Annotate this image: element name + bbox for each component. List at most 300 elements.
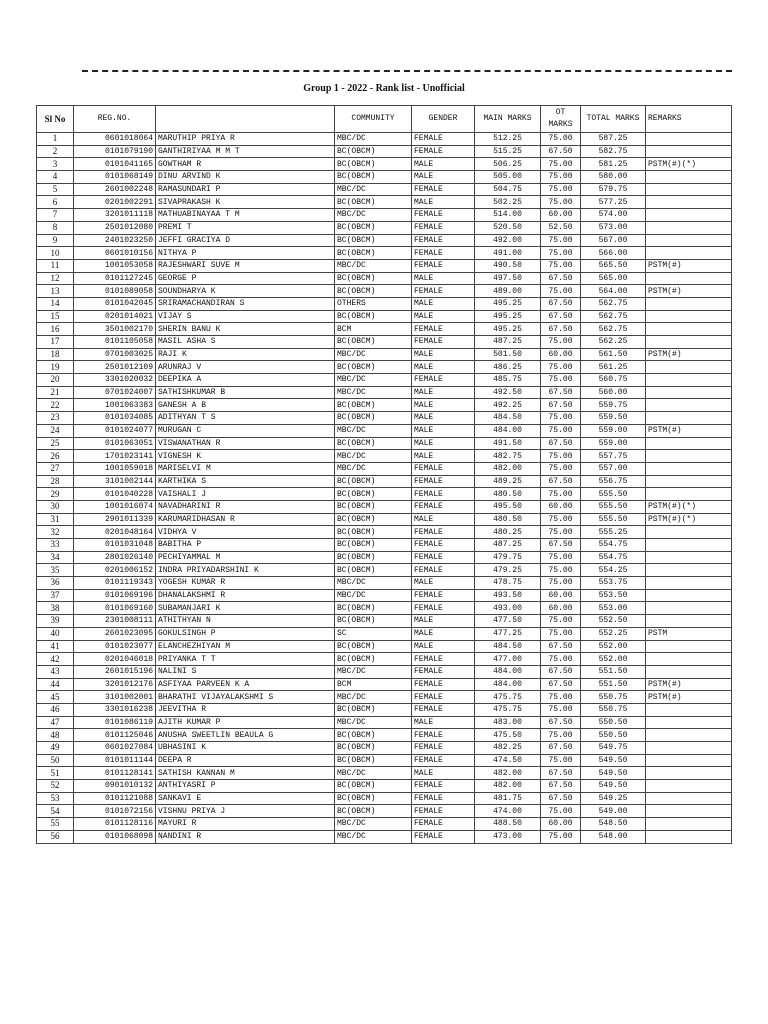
table-row — [37, 209, 732, 222]
cell-main-marks: 484.50 — [475, 640, 541, 653]
cell-sl-no: 42 — [37, 653, 74, 666]
cell-name: GANESH A B — [156, 399, 335, 412]
cell-name: ANTHIYASRI P — [156, 780, 335, 793]
cell-name: SATHISH KANNAN M — [156, 767, 335, 780]
cell-main-marks: 506.25 — [475, 158, 541, 171]
cell-sl-no: 23 — [37, 412, 74, 425]
cell-ot-marks: 67.50 — [541, 272, 581, 285]
cell-total-marks: 567.00 — [581, 234, 646, 247]
cell-name: GEORGE P — [156, 272, 335, 285]
cell-name: UBHASINI K — [156, 742, 335, 755]
cell-remarks — [646, 640, 732, 653]
table-row — [37, 310, 732, 323]
cell-remarks — [646, 209, 732, 222]
cell-total-marks: 559.75 — [581, 399, 646, 412]
cell-remarks — [646, 602, 732, 615]
cell-main-marks: 475.75 — [475, 703, 541, 716]
cell-remarks — [646, 577, 732, 590]
cell-ot-marks: 60.00 — [541, 500, 581, 513]
cell-gender: FEMALE — [412, 754, 475, 767]
cell-total-marks: 573.00 — [581, 221, 646, 234]
cell-ot-marks: 52.50 — [541, 221, 581, 234]
cell-community: BC(OBCM) — [335, 145, 412, 158]
cell-remarks — [646, 805, 732, 818]
cell-main-marks: 475.50 — [475, 729, 541, 742]
cell-main-marks: 478.75 — [475, 577, 541, 590]
cell-sl-no: 46 — [37, 703, 74, 716]
cell-ot-marks: 67.50 — [541, 640, 581, 653]
dashed-rule — [82, 70, 732, 72]
cell-name: ASFIYAA PARVEEN K A — [156, 678, 335, 691]
cell-name: ADITHYAN T S — [156, 412, 335, 425]
cell-remarks — [646, 247, 732, 260]
cell-main-marks: 515.25 — [475, 145, 541, 158]
cell-ot-marks: 67.50 — [541, 475, 581, 488]
table-row — [37, 462, 732, 475]
cell-reg-no: 0101023077 — [74, 640, 156, 653]
table-row — [37, 729, 732, 742]
cell-total-marks: 566.00 — [581, 247, 646, 260]
header-main-marks: MAIN MARKS — [475, 106, 541, 133]
cell-ot-marks: 75.00 — [541, 564, 581, 577]
cell-remarks — [646, 183, 732, 196]
cell-sl-no: 2 — [37, 145, 74, 158]
cell-main-marks: 491.00 — [475, 247, 541, 260]
cell-remarks — [646, 196, 732, 209]
cell-sl-no: 54 — [37, 805, 74, 818]
cell-main-marks: 473.00 — [475, 830, 541, 843]
cell-reg-no: 0101024077 — [74, 424, 156, 437]
cell-sl-no: 52 — [37, 780, 74, 793]
cell-reg-no: 2301008111 — [74, 615, 156, 628]
cell-total-marks: 561.50 — [581, 348, 646, 361]
cell-sl-no: 16 — [37, 323, 74, 336]
cell-main-marks: 501.50 — [475, 348, 541, 361]
cell-gender: MALE — [412, 399, 475, 412]
cell-reg-no: 2601023095 — [74, 627, 156, 640]
cell-remarks — [646, 462, 732, 475]
cell-sl-no: 36 — [37, 577, 74, 590]
cell-remarks — [646, 399, 732, 412]
cell-gender: FEMALE — [412, 780, 475, 793]
cell-total-marks: 562.25 — [581, 336, 646, 349]
cell-ot-marks: 60.00 — [541, 348, 581, 361]
cell-sl-no: 51 — [37, 767, 74, 780]
cell-main-marks: 482.00 — [475, 767, 541, 780]
table-row — [37, 818, 732, 831]
cell-ot-marks: 75.00 — [541, 171, 581, 184]
cell-remarks — [646, 297, 732, 310]
cell-ot-marks: 67.50 — [541, 297, 581, 310]
cell-reg-no: 0901010132 — [74, 780, 156, 793]
cell-sl-no: 12 — [37, 272, 74, 285]
cell-community: MBC/DC — [335, 133, 412, 146]
cell-gender: MALE — [412, 412, 475, 425]
cell-ot-marks: 75.00 — [541, 754, 581, 767]
cell-total-marks: 562.75 — [581, 310, 646, 323]
cell-total-marks: 560.75 — [581, 374, 646, 387]
cell-name: NITHYA P — [156, 247, 335, 260]
cell-ot-marks: 75.00 — [541, 183, 581, 196]
cell-gender: FEMALE — [412, 678, 475, 691]
cell-remarks: PSTM(#) — [646, 285, 732, 298]
cell-main-marks: 491.50 — [475, 437, 541, 450]
cell-remarks: PSTM(#) — [646, 424, 732, 437]
cell-total-marks: 587.25 — [581, 133, 646, 146]
cell-total-marks: 559.00 — [581, 437, 646, 450]
cell-gender: FEMALE — [412, 653, 475, 666]
cell-total-marks: 557.00 — [581, 462, 646, 475]
cell-name: INDRA PRIYADARSHINI K — [156, 564, 335, 577]
table-row — [37, 780, 732, 793]
cell-remarks — [646, 221, 732, 234]
cell-name: SATHISHKUMAR B — [156, 386, 335, 399]
cell-sl-no: 17 — [37, 336, 74, 349]
cell-main-marks: 493.50 — [475, 589, 541, 602]
cell-ot-marks: 67.50 — [541, 716, 581, 729]
cell-name: KARTHIKA S — [156, 475, 335, 488]
cell-reg-no: 3501002170 — [74, 323, 156, 336]
cell-total-marks: 553.00 — [581, 602, 646, 615]
cell-remarks — [646, 539, 732, 552]
table-row — [37, 475, 732, 488]
cell-gender: MALE — [412, 627, 475, 640]
cell-name: DEEPIKA A — [156, 374, 335, 387]
cell-community: BC(OBCM) — [335, 158, 412, 171]
cell-sl-no: 40 — [37, 627, 74, 640]
cell-community: BC(OBCM) — [335, 742, 412, 755]
cell-sl-no: 35 — [37, 564, 74, 577]
table-row — [37, 830, 732, 843]
table-row — [37, 792, 732, 805]
cell-reg-no: 0101121088 — [74, 792, 156, 805]
cell-total-marks: 550.75 — [581, 703, 646, 716]
cell-community: MBC/DC — [335, 716, 412, 729]
cell-main-marks: 474.00 — [475, 805, 541, 818]
cell-total-marks: 552.00 — [581, 653, 646, 666]
cell-gender: FEMALE — [412, 462, 475, 475]
table-row — [37, 805, 732, 818]
cell-sl-no: 30 — [37, 500, 74, 513]
cell-remarks — [646, 361, 732, 374]
cell-remarks: PSTM(#) — [646, 259, 732, 272]
cell-sl-no: 22 — [37, 399, 74, 412]
cell-reg-no: 0601027084 — [74, 742, 156, 755]
cell-total-marks: 551.50 — [581, 665, 646, 678]
cell-total-marks: 556.75 — [581, 475, 646, 488]
cell-community: BC(OBCM) — [335, 500, 412, 513]
cell-ot-marks: 75.00 — [541, 488, 581, 501]
cell-reg-no: 0101042045 — [74, 297, 156, 310]
cell-ot-marks: 75.00 — [541, 412, 581, 425]
cell-name: MARISELVI M — [156, 462, 335, 475]
cell-remarks — [646, 437, 732, 450]
cell-gender: FEMALE — [412, 526, 475, 539]
cell-community: BC(OBCM) — [335, 526, 412, 539]
cell-community: BC(OBCM) — [335, 615, 412, 628]
cell-name: GOKULSINGH P — [156, 627, 335, 640]
cell-remarks — [646, 653, 732, 666]
cell-ot-marks: 67.50 — [541, 780, 581, 793]
cell-ot-marks: 67.50 — [541, 539, 581, 552]
cell-reg-no: 0701024007 — [74, 386, 156, 399]
cell-gender: FEMALE — [412, 564, 475, 577]
cell-gender: FEMALE — [412, 145, 475, 158]
cell-remarks: PSTM(#)(*) — [646, 158, 732, 171]
cell-name: MASIL ASHA S — [156, 336, 335, 349]
cell-community: MBC/DC — [335, 665, 412, 678]
cell-name: VISWANATHAN R — [156, 437, 335, 450]
cell-reg-no: 0101089058 — [74, 285, 156, 298]
cell-total-marks: 549.50 — [581, 767, 646, 780]
cell-ot-marks: 75.00 — [541, 374, 581, 387]
cell-community: BC(OBCM) — [335, 539, 412, 552]
cell-reg-no: 3301016238 — [74, 703, 156, 716]
cell-sl-no: 19 — [37, 361, 74, 374]
cell-gender: FEMALE — [412, 818, 475, 831]
cell-main-marks: 495.50 — [475, 500, 541, 513]
cell-total-marks: 554.75 — [581, 539, 646, 552]
cell-main-marks: 495.25 — [475, 297, 541, 310]
cell-remarks — [646, 145, 732, 158]
cell-community: BC(OBCM) — [335, 513, 412, 526]
cell-name: MAYURI R — [156, 818, 335, 831]
cell-name: JEEVITHA R — [156, 703, 335, 716]
cell-name: SHERIN BANU K — [156, 323, 335, 336]
cell-gender: MALE — [412, 767, 475, 780]
table-row — [37, 450, 732, 463]
cell-sl-no: 32 — [37, 526, 74, 539]
cell-remarks: PSTM(#)(*) — [646, 500, 732, 513]
cell-gender: MALE — [412, 272, 475, 285]
cell-sl-no: 4 — [37, 171, 74, 184]
cell-reg-no: 0101068098 — [74, 830, 156, 843]
cell-community: BC(OBCM) — [335, 361, 412, 374]
cell-reg-no: 0101041165 — [74, 158, 156, 171]
cell-ot-marks: 75.00 — [541, 247, 581, 260]
cell-reg-no: 2901011339 — [74, 513, 156, 526]
cell-remarks — [646, 551, 732, 564]
table-row — [37, 285, 732, 298]
cell-total-marks: 549.75 — [581, 742, 646, 755]
cell-main-marks: 489.25 — [475, 475, 541, 488]
cell-sl-no: 6 — [37, 196, 74, 209]
cell-sl-no: 9 — [37, 234, 74, 247]
cell-total-marks: 565.50 — [581, 259, 646, 272]
cell-total-marks: 557.75 — [581, 450, 646, 463]
cell-total-marks: 552.50 — [581, 615, 646, 628]
table-row — [37, 513, 732, 526]
cell-sl-no: 26 — [37, 450, 74, 463]
cell-reg-no: 0101128141 — [74, 767, 156, 780]
cell-name: DEEPA R — [156, 754, 335, 767]
cell-reg-no: 3101002144 — [74, 475, 156, 488]
cell-ot-marks: 60.00 — [541, 589, 581, 602]
cell-sl-no: 1 — [37, 133, 74, 146]
table-row — [37, 171, 732, 184]
cell-ot-marks: 67.50 — [541, 310, 581, 323]
table-row — [37, 247, 732, 260]
header-name — [156, 106, 335, 133]
cell-ot-marks: 75.00 — [541, 805, 581, 818]
cell-sl-no: 47 — [37, 716, 74, 729]
cell-ot-marks: 60.00 — [541, 818, 581, 831]
cell-gender: FEMALE — [412, 729, 475, 742]
cell-main-marks: 480.25 — [475, 526, 541, 539]
cell-total-marks: 562.75 — [581, 297, 646, 310]
cell-ot-marks: 75.00 — [541, 691, 581, 704]
cell-name: DINU ARVIND K — [156, 171, 335, 184]
cell-ot-marks: 75.00 — [541, 462, 581, 475]
cell-sl-no: 8 — [37, 221, 74, 234]
cell-gender: MALE — [412, 196, 475, 209]
cell-remarks — [646, 412, 732, 425]
table-row — [37, 551, 732, 564]
cell-sl-no: 28 — [37, 475, 74, 488]
header-ot-marks: OT MARKS — [541, 106, 581, 133]
cell-ot-marks: 75.00 — [541, 703, 581, 716]
cell-main-marks: 477.00 — [475, 653, 541, 666]
cell-reg-no: 0101128116 — [74, 818, 156, 831]
cell-total-marks: 561.25 — [581, 361, 646, 374]
table-row — [37, 602, 732, 615]
cell-total-marks: 579.75 — [581, 183, 646, 196]
cell-reg-no: 2501012109 — [74, 361, 156, 374]
cell-reg-no: 0101125046 — [74, 729, 156, 742]
cell-remarks — [646, 729, 732, 742]
cell-community: MBC/DC — [335, 424, 412, 437]
cell-name: PECHIYAMMAL M — [156, 551, 335, 564]
cell-ot-marks: 75.00 — [541, 615, 581, 628]
cell-sl-no: 43 — [37, 665, 74, 678]
cell-main-marks: 504.75 — [475, 183, 541, 196]
cell-reg-no: 0101086119 — [74, 716, 156, 729]
cell-total-marks: 555.50 — [581, 513, 646, 526]
cell-reg-no: 1001053058 — [74, 259, 156, 272]
cell-ot-marks: 75.00 — [541, 361, 581, 374]
cell-reg-no: 0201048164 — [74, 526, 156, 539]
cell-name: GOWTHAM R — [156, 158, 335, 171]
cell-community: MBC/DC — [335, 450, 412, 463]
cell-community: BC(OBCM) — [335, 234, 412, 247]
cell-community: BCM — [335, 678, 412, 691]
table-row — [37, 564, 732, 577]
cell-ot-marks: 67.50 — [541, 399, 581, 412]
cell-sl-no: 15 — [37, 310, 74, 323]
cell-name: KARUMARIDHASAN R — [156, 513, 335, 526]
cell-main-marks: 485.75 — [475, 374, 541, 387]
cell-community: MBC/DC — [335, 830, 412, 843]
cell-community: BC(OBCM) — [335, 221, 412, 234]
table-row — [37, 691, 732, 704]
cell-total-marks: 555.50 — [581, 488, 646, 501]
table-row — [37, 716, 732, 729]
cell-total-marks: 549.00 — [581, 805, 646, 818]
cell-name: RAMASUNDARI P — [156, 183, 335, 196]
header-remarks: REMARKS — [646, 106, 732, 133]
cell-main-marks: 502.25 — [475, 196, 541, 209]
cell-name: DHANALAKSHMI R — [156, 589, 335, 602]
cell-total-marks: 550.50 — [581, 729, 646, 742]
cell-total-marks: 549.50 — [581, 780, 646, 793]
cell-name: ATHITHYAN N — [156, 615, 335, 628]
cell-community: BC(OBCM) — [335, 805, 412, 818]
cell-gender: FEMALE — [412, 488, 475, 501]
cell-reg-no: 0101105058 — [74, 336, 156, 349]
cell-total-marks: 559.50 — [581, 412, 646, 425]
cell-ot-marks: 60.00 — [541, 209, 581, 222]
cell-community: BC(OBCM) — [335, 653, 412, 666]
cell-main-marks: 520.50 — [475, 221, 541, 234]
cell-gender: FEMALE — [412, 691, 475, 704]
cell-community: MBC/DC — [335, 577, 412, 590]
cell-community: MBC/DC — [335, 462, 412, 475]
cell-community: BC(OBCM) — [335, 780, 412, 793]
cell-main-marks: 484.00 — [475, 665, 541, 678]
cell-name: BHARATHI VIJAYALAKSHMI S — [156, 691, 335, 704]
cell-community: BC(OBCM) — [335, 336, 412, 349]
table-row — [37, 627, 732, 640]
cell-remarks — [646, 272, 732, 285]
document-title: Group 1 - 2022 - Rank list - Unofficial — [303, 83, 465, 94]
cell-reg-no: 1701023141 — [74, 450, 156, 463]
cell-ot-marks: 75.00 — [541, 551, 581, 564]
cell-remarks — [646, 526, 732, 539]
cell-sl-no: 25 — [37, 437, 74, 450]
cell-name: MATHUABINAYAA T M — [156, 209, 335, 222]
cell-ot-marks: 67.50 — [541, 323, 581, 336]
cell-gender: FEMALE — [412, 234, 475, 247]
cell-reg-no: 0201002291 — [74, 196, 156, 209]
cell-reg-no: 1001063383 — [74, 399, 156, 412]
cell-remarks: PSTM(#) — [646, 691, 732, 704]
cell-remarks — [646, 665, 732, 678]
cell-total-marks: 550.75 — [581, 691, 646, 704]
cell-sl-no: 3 — [37, 158, 74, 171]
cell-community: MBC/DC — [335, 259, 412, 272]
table-row — [37, 374, 732, 387]
table-row — [37, 412, 732, 425]
table-row — [37, 399, 732, 412]
cell-sl-no: 11 — [37, 259, 74, 272]
cell-remarks — [646, 336, 732, 349]
cell-main-marks: 483.00 — [475, 716, 541, 729]
cell-ot-marks: 75.00 — [541, 526, 581, 539]
table-row — [37, 259, 732, 272]
table-row — [37, 348, 732, 361]
cell-main-marks: 482.00 — [475, 462, 541, 475]
table-row — [37, 424, 732, 437]
cell-total-marks: 552.00 — [581, 640, 646, 653]
cell-sl-no: 41 — [37, 640, 74, 653]
cell-main-marks: 482.25 — [475, 742, 541, 755]
cell-community: BC(OBCM) — [335, 551, 412, 564]
cell-total-marks: 577.25 — [581, 196, 646, 209]
cell-name: PREMI T — [156, 221, 335, 234]
cell-sl-no: 38 — [37, 602, 74, 615]
cell-main-marks: 486.25 — [475, 361, 541, 374]
table-row — [37, 526, 732, 539]
cell-gender: MALE — [412, 310, 475, 323]
cell-ot-marks: 75.00 — [541, 285, 581, 298]
cell-remarks — [646, 716, 732, 729]
cell-reg-no: 0101069196 — [74, 589, 156, 602]
cell-name: RAJI K — [156, 348, 335, 361]
cell-ot-marks: 67.50 — [541, 678, 581, 691]
cell-gender: FEMALE — [412, 285, 475, 298]
cell-ot-marks: 75.00 — [541, 513, 581, 526]
cell-remarks — [646, 830, 732, 843]
